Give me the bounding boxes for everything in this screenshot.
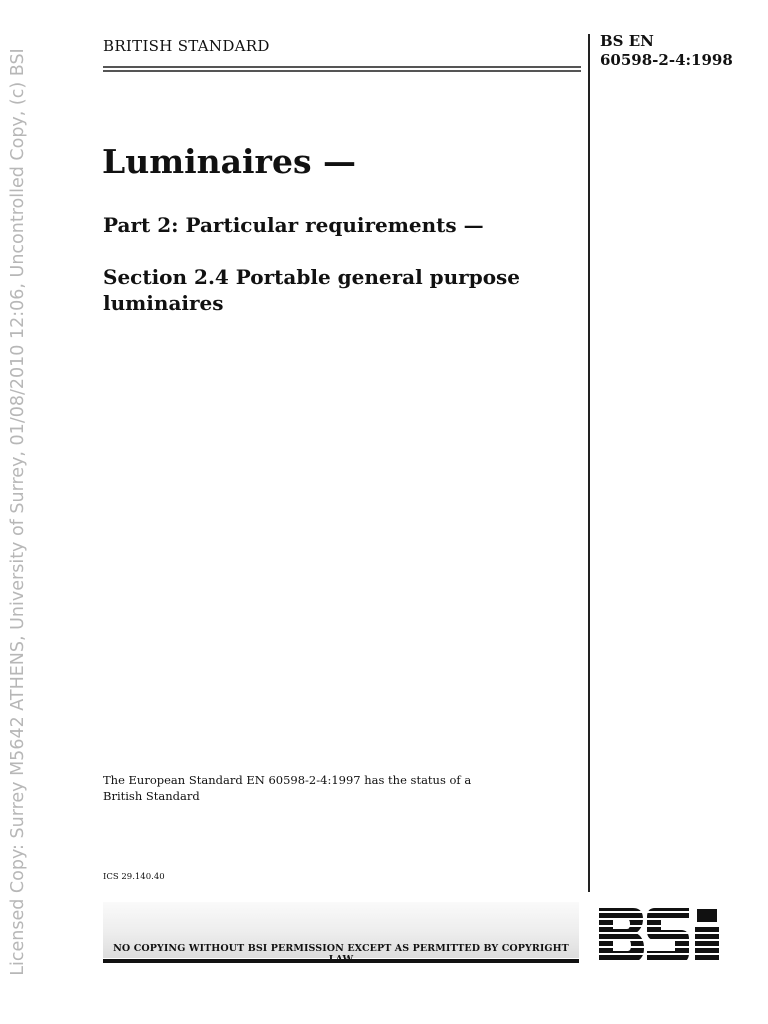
copyright-notice: NO COPYING WITHOUT BSI PERMISSION EXCEPT AS PERMITTED BY COPYRIGHT: [113, 943, 569, 954]
ics-code: ICS 29.140.40: [103, 872, 165, 882]
bsi-logo: [597, 906, 731, 964]
section-heading: Section 2.4 Portable general purpose luminaires: [103, 265, 521, 315]
standard-number-line1: BS EN: [600, 32, 654, 50]
copyright-rule: [103, 959, 579, 963]
status-line-2: British Standard: [103, 789, 200, 803]
standard-number: [600, 32, 760, 70]
status-line-1: The European Standard EN 60598-2-4:1997 has the status of a: [103, 773, 472, 787]
document-title: Luminaires —: [102, 142, 357, 181]
header-rule-top: [103, 66, 581, 68]
status-statement: [103, 772, 523, 804]
part-heading: Part 2: Particular requirements —: [103, 213, 484, 237]
standard-type-label: BRITISH STANDARD: [103, 37, 270, 55]
vertical-divider: [588, 34, 590, 892]
license-watermark: Licensed Copy: Surrey M5642 ATHENS, University of Surrey, 01/08/2010 12:06, Uncontrolled Copy, (c) BSI: [8, 48, 28, 976]
header-rule-bottom: [103, 70, 581, 72]
standard-number-line2: 60598-2-4:1998: [600, 51, 733, 69]
